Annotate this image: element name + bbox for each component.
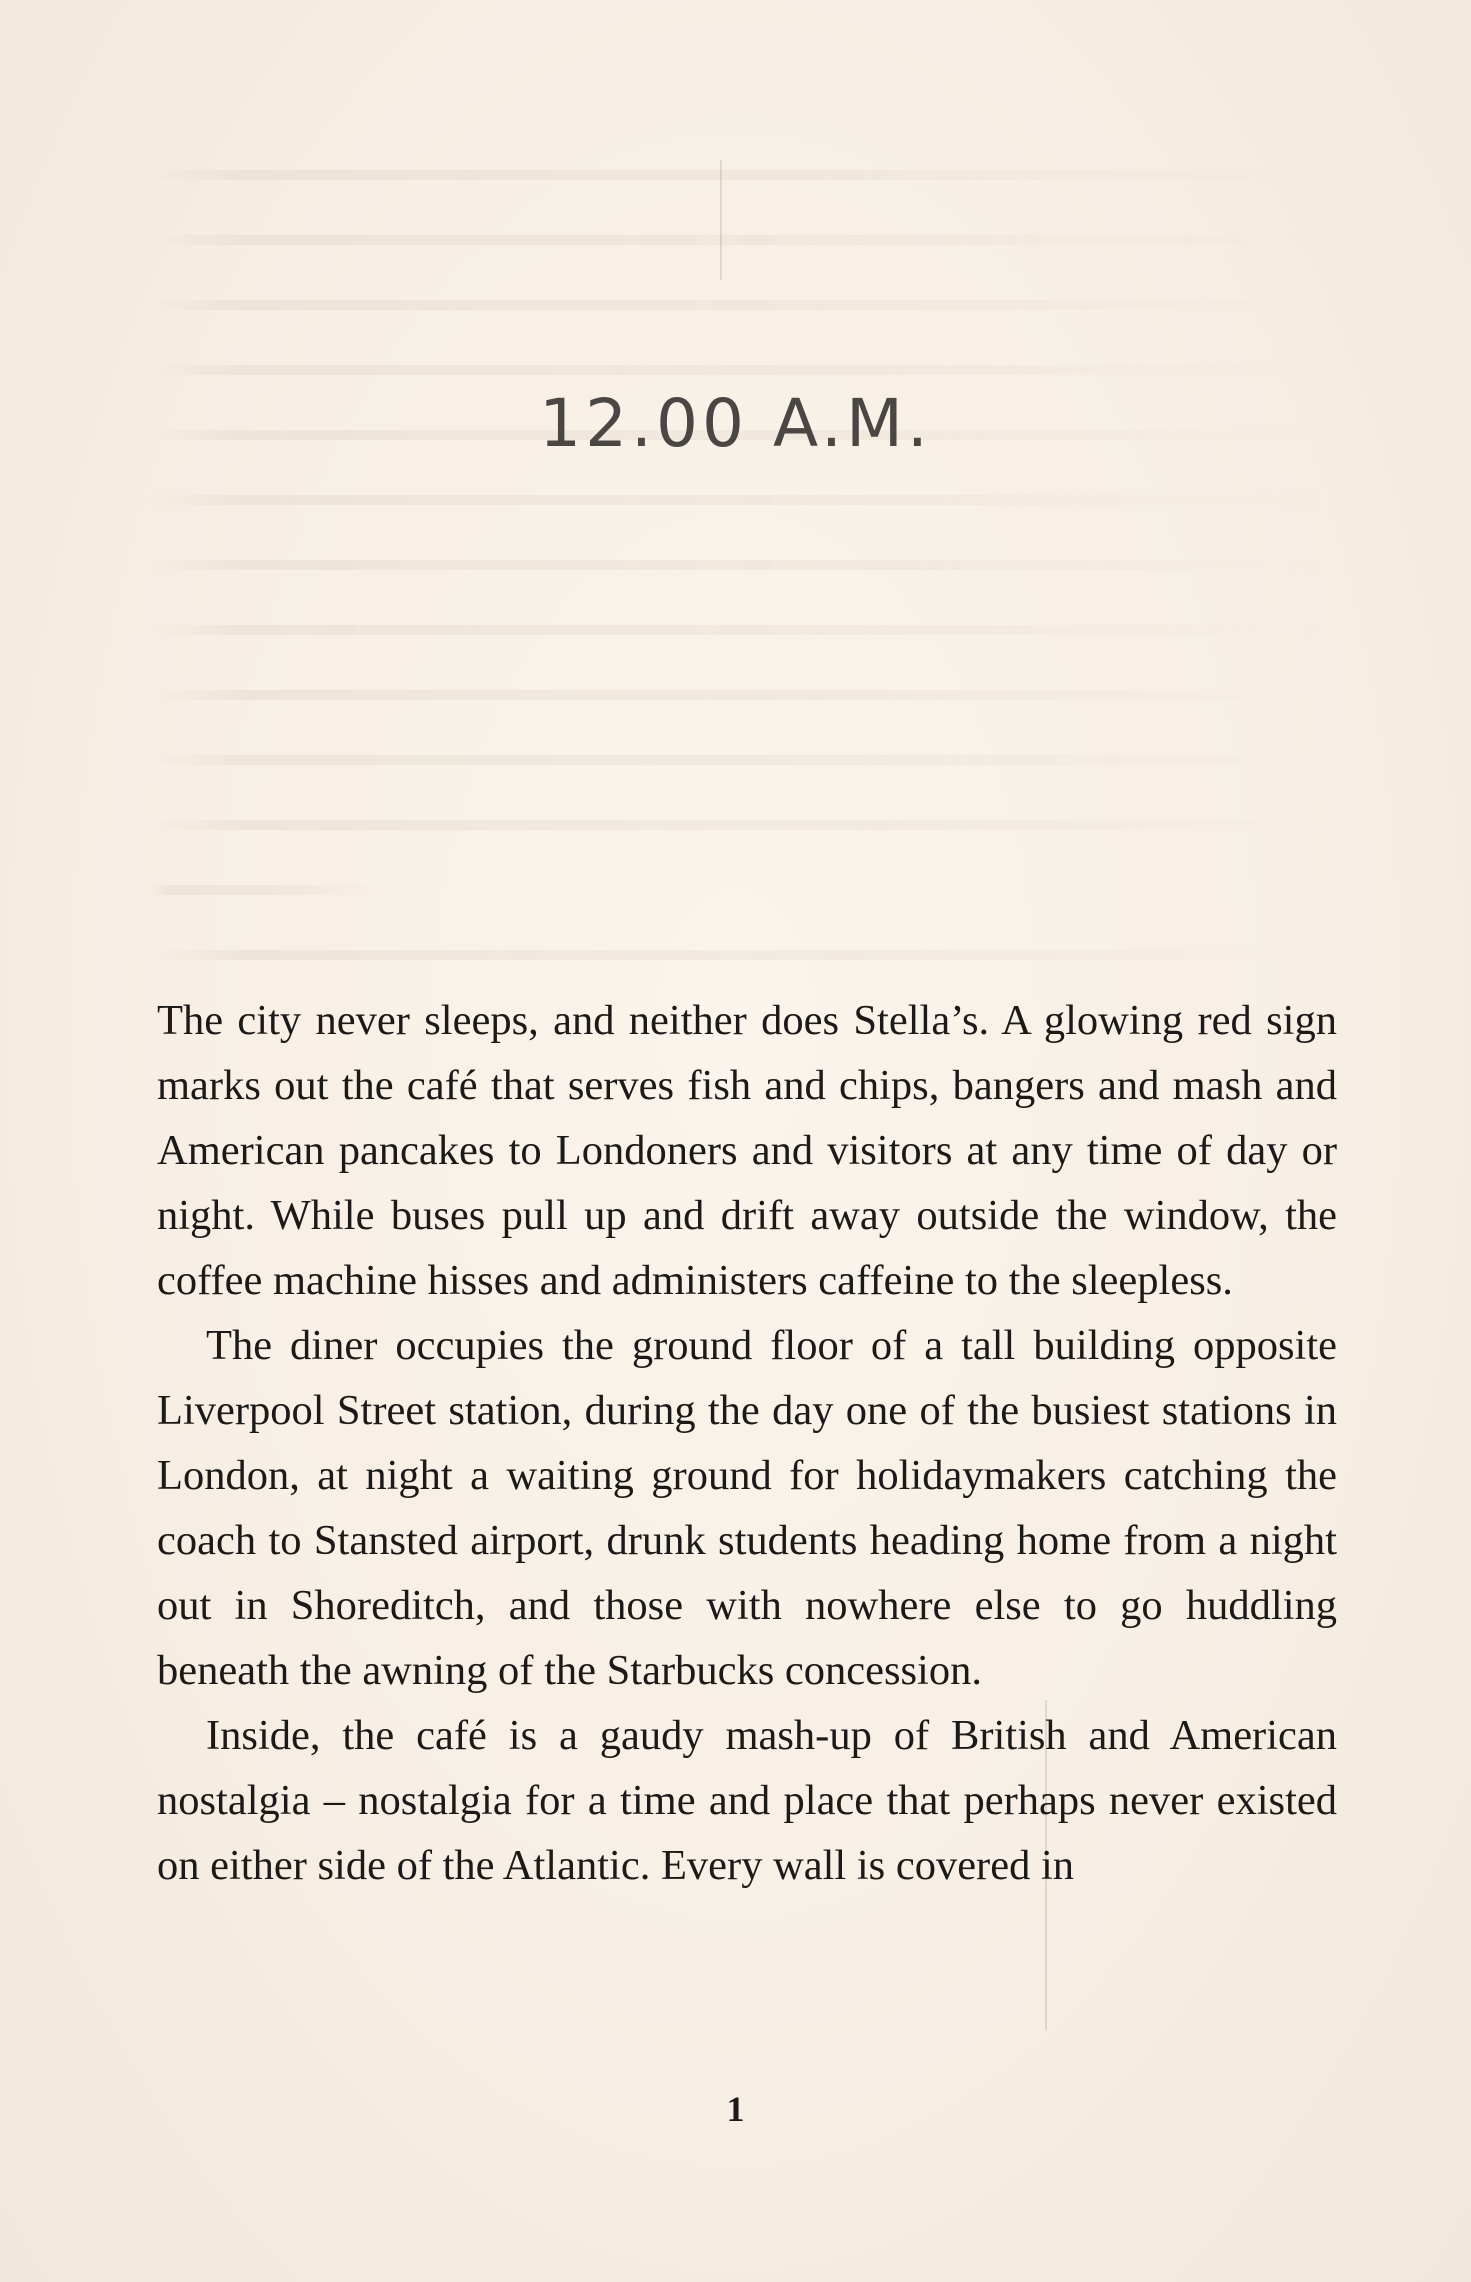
paragraph: The city never sleeps, and neither does Stella’s. A glowing red sign marks out the café that serves fish and chips, bangers and mash and American pancakes to Londoners and visitors at any time of day or night. While buses pull up and drift away outside the window, the coffee machine hisses and administers caffeine to the sleepless. xyxy=(157,997,1337,1304)
chapter-body xyxy=(157,988,1337,1898)
chapter-title: 12.00 A.M. xyxy=(539,385,932,462)
paragraph: The diner occupies the ground floor of a tall building opposite Liverpool Street station, during the day one of the busiest stations in London, at night a waiting ground for holidaymakers catching the coach to Stansted airport, drunk students heading home from a night out in Shoreditch, and those with nowhere else to go huddling beneath the awning of the Starbucks concession. xyxy=(157,1322,1337,1694)
page-number: 1 xyxy=(726,2089,745,2129)
reverse-side-show-through xyxy=(150,150,1330,970)
paragraph: Inside, the café is a gaudy mash-up of British and American nostalgia – nostalgia for a time and place that perhaps never existed on either side of the Atlantic. Every wall is covered in xyxy=(157,1712,1337,1889)
paper-crease xyxy=(720,160,722,280)
